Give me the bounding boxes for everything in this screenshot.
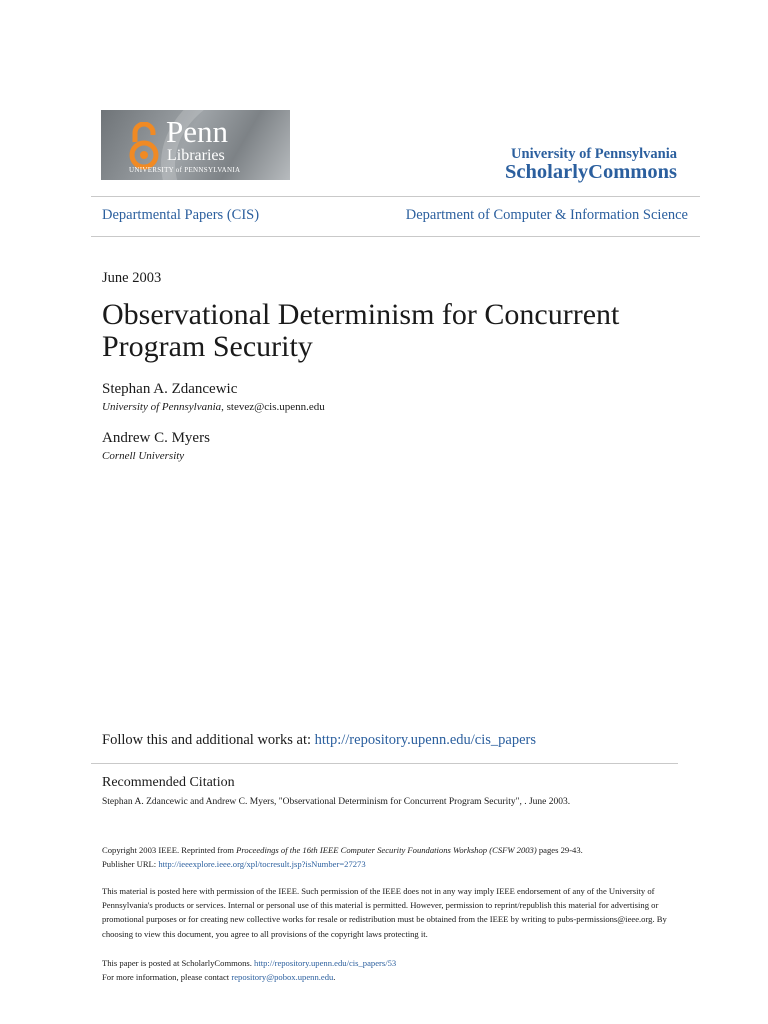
author-name: Stephan A. Zdancewic xyxy=(102,381,238,397)
cis-papers-link[interactable]: http://repository.upenn.edu/cis_papers xyxy=(314,732,537,748)
publisher-label: Publisher URL: xyxy=(102,859,159,870)
permission-notice: This material is posted here with permission of the IEEE. Such permission of the IEEE does not in any way imply IEEE endorsement of any of the University of Pennsylvania's products or services. Internal or personal use of this material is permitted. However, permission to reprint/republish this material for advertising or promotional purposes or for creating new collective works for resale or redistribution must be obtained from the IEEE by writing to pubs-permissions@ieee.org. By choosing to view this document, you agree to all provisions of the copyright laws protecting it. xyxy=(102,886,667,939)
author-name: Andrew C. Myers xyxy=(102,430,210,446)
publication-date: June 2003 xyxy=(102,270,162,286)
contact-prefix: For more information, please contact xyxy=(102,972,232,983)
author-email: , stevez@cis.upenn.edu xyxy=(221,401,325,413)
recommended-citation-heading: Recommended Citation xyxy=(102,775,235,790)
copyright-prefix: Copyright 2003 IEEE. Reprinted from xyxy=(102,845,237,855)
paper-url-link[interactable]: http://repository.upenn.edu/cis_papers/53 xyxy=(254,958,397,968)
divider xyxy=(91,236,700,237)
proceedings-title: Proceedings of the 16th IEEE Computer Security Foundations Workshop (CSFW 2003) xyxy=(236,845,537,855)
department-link[interactable]: Department of Computer & Information Science xyxy=(405,207,688,223)
paper-title: Observational Determinism for Concurrent Program Security xyxy=(102,298,620,363)
affiliation-name: University of Pennsylvania xyxy=(102,401,222,413)
publisher-url-link[interactable]: http://ieeexplore.ieee.org/xpl/tocresult.jsp?isNumber=27273 xyxy=(158,859,366,870)
departmental-papers-link[interactable]: Departmental Papers (CIS) xyxy=(102,207,260,223)
author-affiliation xyxy=(102,401,325,413)
follow-text: Follow this and additional works at: xyxy=(102,732,315,748)
university-label[interactable]: University of Pennsylvania xyxy=(511,146,677,162)
scholarlycommons-label[interactable]: ScholarlyCommons xyxy=(505,161,677,183)
open-access-lock-icon xyxy=(129,122,161,172)
contact-suffix: . xyxy=(333,972,336,983)
logo-university-text: UNIVERSITY of PENNSYLVANIA xyxy=(129,166,241,174)
affiliation-name: Cornell University xyxy=(102,450,185,462)
posted-notice xyxy=(102,956,672,984)
penn-libraries-logo[interactable] xyxy=(101,110,290,180)
author-affiliation xyxy=(102,450,184,462)
divider xyxy=(91,196,700,197)
posted-prefix: This paper is posted at ScholarlyCommons. xyxy=(102,958,255,968)
logo-libraries-text: Libraries xyxy=(167,147,225,164)
divider xyxy=(91,763,678,764)
contact-email-link[interactable]: repository@pobox.upenn.edu xyxy=(231,972,334,983)
copyright-pages: pages 29-43. xyxy=(536,845,583,855)
copyright-notice xyxy=(102,843,672,871)
citation-text: Stephan A. Zdancewic and Andrew C. Myers, "Observational Determinism for Concurrent Program Security", . June 2003. xyxy=(102,797,571,807)
logo-penn-text: Penn xyxy=(166,114,228,149)
follow-line xyxy=(102,732,536,749)
